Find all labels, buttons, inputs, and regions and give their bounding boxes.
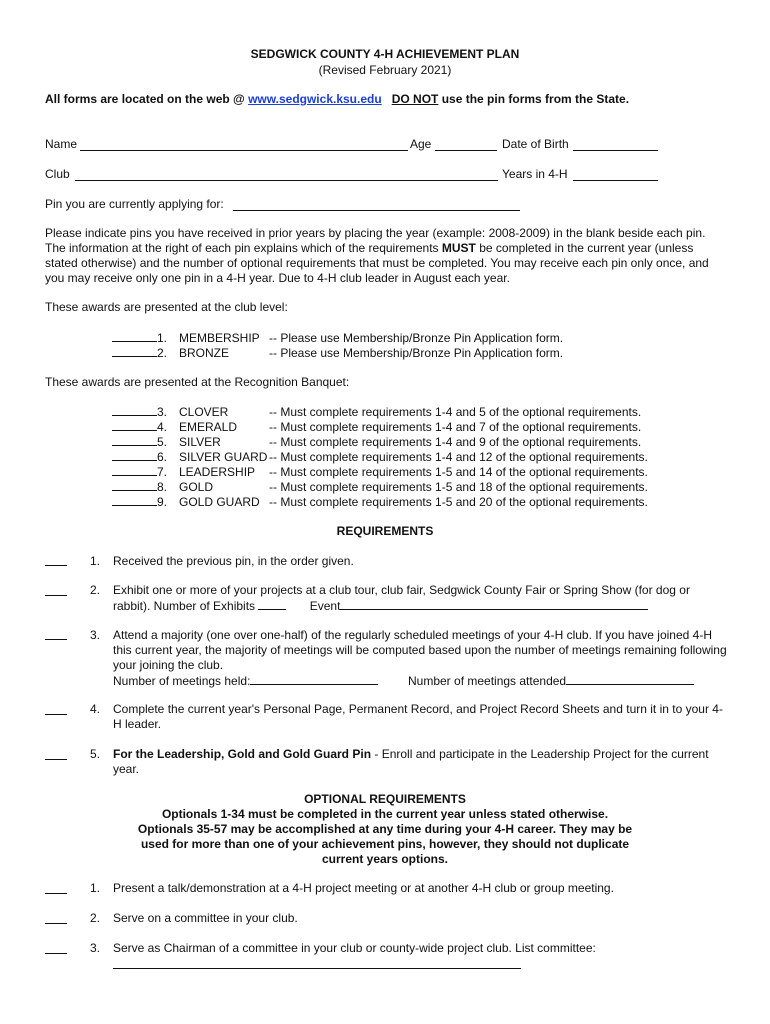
meetings-attended-field[interactable] bbox=[566, 673, 694, 685]
req-1-text: Received the previous pin, in the order given. bbox=[113, 554, 354, 568]
pin-name: BRONZE bbox=[179, 346, 230, 360]
pin-year-field[interactable] bbox=[112, 330, 157, 342]
pin-year-field[interactable] bbox=[112, 464, 157, 476]
revised-date: (Revised February 2021) bbox=[318, 63, 452, 77]
pin-name: EMERALD bbox=[179, 420, 238, 434]
req-5-check[interactable] bbox=[45, 759, 67, 760]
dob-label: Date of Birth bbox=[502, 137, 569, 151]
pin-number: 2. bbox=[157, 346, 168, 360]
req-5-text bbox=[113, 747, 728, 777]
req-1-num: 1. bbox=[90, 554, 101, 568]
age-label: Age bbox=[410, 137, 432, 151]
pin-number: 8. bbox=[157, 480, 168, 494]
pin-year-field[interactable] bbox=[112, 404, 157, 416]
pin-year-field[interactable] bbox=[112, 479, 157, 491]
req-3-text: Attend a majority (one over one-half) of the regularly scheduled meetings of your 4-H club. If you have joined 4-H this current year, the majority of meetings will be computed based upon the number of meetings remaining following your joining the club. bbox=[113, 628, 727, 672]
forms-notice bbox=[45, 92, 629, 106]
req-1-check[interactable] bbox=[45, 565, 67, 566]
pin-year-field[interactable] bbox=[112, 419, 157, 431]
pin-description: -- Must complete requirements 1-5 and 14 of the optional requirements. bbox=[269, 465, 648, 479]
pin-name: SILVER bbox=[179, 435, 221, 449]
pin-name: GOLD bbox=[179, 480, 214, 494]
pin-row bbox=[112, 330, 563, 345]
req-2-body: Exhibit one or more of your projects at a club tour, club fair, Sedgwick County Fair or Spring Show (for dog or rabbit). Number of Exhibits bbox=[113, 583, 690, 613]
opt-3-num: 3. bbox=[90, 941, 101, 955]
pin-row bbox=[112, 479, 648, 494]
years-label: Years in 4-H bbox=[502, 167, 568, 181]
notice-prefix: All forms are located on the web @ bbox=[45, 92, 249, 106]
website-link[interactable]: www.sedgwick.ksu.edu bbox=[248, 92, 382, 106]
club-level-heading: These awards are presented at the club level: bbox=[45, 300, 288, 314]
committee-field[interactable] bbox=[113, 968, 521, 969]
req-4-check[interactable] bbox=[45, 714, 67, 715]
pin-number: 1. bbox=[157, 331, 168, 345]
pin-number: 4. bbox=[157, 420, 168, 434]
name-field[interactable] bbox=[80, 150, 408, 151]
pin-year-field[interactable] bbox=[112, 494, 157, 506]
notice-suffix: use the pin forms from the State. bbox=[438, 92, 630, 106]
event-field[interactable] bbox=[340, 598, 648, 610]
optional-line2: Optionals 35-57 may be accomplished at any time during your 4-H career. They may be bbox=[137, 822, 633, 836]
pin-number: 6. bbox=[157, 450, 168, 464]
requirements-heading: REQUIREMENTS bbox=[336, 524, 434, 538]
opt-3-text: Serve as Chairman of a committee in your club or county-wide project club. List committee: bbox=[113, 941, 596, 955]
optional-line1: Optionals 1-34 must be completed in the current year unless stated otherwise. bbox=[161, 807, 609, 821]
pin-year-field[interactable] bbox=[112, 449, 157, 461]
pin-description: -- Must complete requirements 1-5 and 18 of the optional requirements. bbox=[269, 480, 648, 494]
pin-field[interactable] bbox=[233, 210, 520, 211]
req-2-text bbox=[113, 583, 728, 614]
pin-name: GOLD GUARD bbox=[179, 495, 260, 509]
pin-description: -- Must complete requirements 1-5 and 20 of the optional requirements. bbox=[269, 495, 648, 509]
pin-row bbox=[112, 419, 641, 434]
opt-1-num: 1. bbox=[90, 881, 101, 895]
intro-part1: Please indicate pins you have received in prior years by placing the year (example: 2008-2009) in the blank beside each pin. The information at the right of each pin explains which of the requirements bbox=[45, 226, 706, 255]
pin-description: -- Must complete requirements 1-4 and 5 of the optional requirements. bbox=[269, 405, 642, 419]
banquet-heading: These awards are presented at the Recognition Banquet: bbox=[45, 375, 350, 389]
meetings-held-field[interactable] bbox=[250, 673, 378, 685]
pin-label: Pin you are currently applying for: bbox=[45, 197, 224, 211]
page-title: SEDGWICK COUNTY 4-H ACHIEVEMENT PLAN bbox=[250, 47, 520, 61]
intro-paragraph bbox=[45, 226, 725, 286]
req-2-check[interactable] bbox=[45, 595, 67, 596]
meetings-held-row bbox=[113, 673, 378, 688]
opt-1-check[interactable] bbox=[45, 893, 67, 894]
req-3-check[interactable] bbox=[45, 639, 67, 640]
req-5-num: 5. bbox=[90, 747, 101, 761]
meetings-held-label: Number of meetings held: bbox=[113, 674, 251, 688]
pin-description: -- Must complete requirements 1-4 and 12 of the optional requirements. bbox=[269, 450, 648, 464]
pin-year-field[interactable] bbox=[112, 345, 157, 357]
pin-description: -- Please use Membership/Bronze Pin Application form. bbox=[269, 331, 564, 345]
pin-row bbox=[112, 494, 648, 509]
age-field[interactable] bbox=[435, 150, 497, 151]
req-5-bold: For the Leadership, Gold and Gold Guard Pin bbox=[113, 747, 372, 761]
pin-row bbox=[112, 404, 641, 419]
pin-name: CLOVER bbox=[179, 405, 229, 419]
opt-2-text: Serve on a committee in your club. bbox=[113, 911, 298, 925]
meetings-attended-row bbox=[408, 673, 694, 688]
pin-name: MEMBERSHIP bbox=[179, 331, 260, 345]
intro-part2: be completed in the current year (unless stated otherwise) and the number of optional requirements that must be completed. You may receive each pin only once, and you may receive only one pin in a 4-H year. Due to 4-H club leader in August each year. bbox=[45, 241, 709, 285]
pin-row bbox=[112, 434, 641, 449]
opt-2-check[interactable] bbox=[45, 923, 67, 924]
meetings-attended-label: Number of meetings attended bbox=[408, 674, 567, 688]
pin-description: -- Must complete requirements 1-4 and 9 of the optional requirements. bbox=[269, 435, 642, 449]
pin-number: 5. bbox=[157, 435, 168, 449]
optional-heading: OPTIONAL REQUIREMENTS bbox=[304, 792, 466, 806]
pin-name: SILVER GUARD bbox=[179, 450, 268, 464]
pin-name: LEADERSHIP bbox=[179, 465, 256, 479]
exhibits-count-field[interactable] bbox=[258, 598, 286, 610]
req-4-text: Complete the current year's Personal Page, Permanent Record, and Project Record Sheets and turn it in to your 4-H leader. bbox=[113, 702, 723, 731]
req-4-num: 4. bbox=[90, 702, 101, 716]
pin-number: 3. bbox=[157, 405, 168, 419]
pin-description: -- Please use Membership/Bronze Pin Application form. bbox=[269, 346, 564, 360]
pin-description: -- Must complete requirements 1-4 and 7 of the optional requirements. bbox=[269, 420, 642, 434]
opt-3-check[interactable] bbox=[45, 953, 67, 954]
opt-2-num: 2. bbox=[90, 911, 101, 925]
club-label: Club bbox=[45, 167, 70, 181]
pin-row bbox=[112, 449, 648, 464]
req-5-body: - Enroll and participate in the Leadership Project for the current year. bbox=[113, 747, 709, 776]
years-field[interactable] bbox=[573, 180, 658, 181]
pin-number: 7. bbox=[157, 465, 168, 479]
optional-line3: used for more than one of your achievement pins, however, they should not duplicate bbox=[140, 837, 630, 851]
optional-line4: current years options. bbox=[321, 852, 449, 866]
event-label: Event bbox=[309, 599, 341, 613]
intro-must: MUST bbox=[441, 241, 476, 255]
req-2-num: 2. bbox=[90, 583, 101, 597]
pin-row bbox=[112, 464, 648, 479]
name-label: Name bbox=[45, 137, 78, 151]
req-3-num: 3. bbox=[90, 628, 101, 642]
dob-field[interactable] bbox=[573, 150, 658, 151]
opt-1-text: Present a talk/demonstration at a 4-H project meeting or at another 4-H club or group meeting. bbox=[113, 881, 614, 895]
do-not-text: DO NOT bbox=[391, 92, 439, 106]
club-field[interactable] bbox=[75, 180, 498, 181]
pin-number: 9. bbox=[157, 495, 168, 509]
pin-year-field[interactable] bbox=[112, 434, 157, 446]
pin-row bbox=[112, 345, 563, 360]
